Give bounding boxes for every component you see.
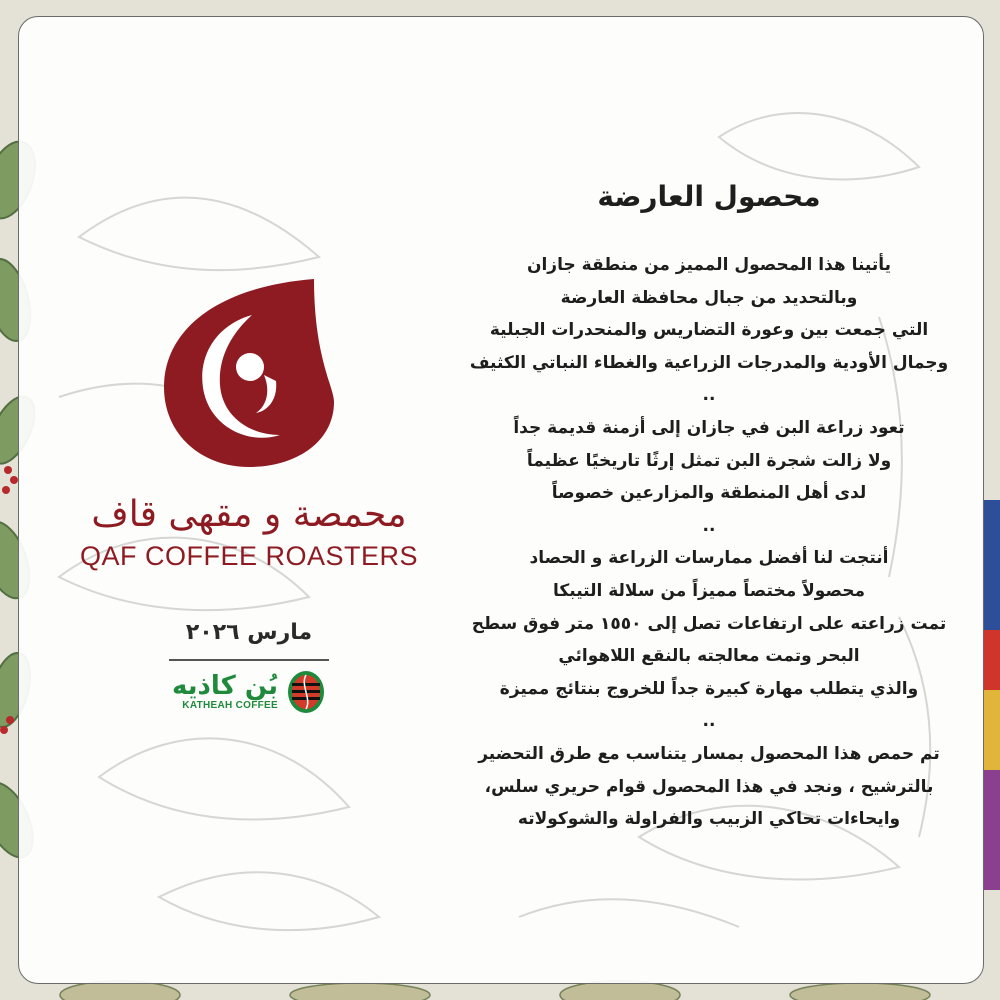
article-line: تمت زراعته على ارتفاعات تصل إلى ١٥٥٠ متر فوق سطح xyxy=(471,613,947,634)
partner-name-arabic: بُن كاذيه xyxy=(172,671,278,701)
article-line: البحر وتمت معالجته بالنقع اللاهوائي xyxy=(558,646,860,667)
article xyxy=(449,177,969,836)
article-line: التي جمعت بين وعورة التضاريس والمنحدرات الجبلية xyxy=(489,320,929,341)
partner-name-english: KATHEAH COFFEE xyxy=(182,700,278,711)
article-line: وبالتحديد من جبال محافظة العارضة xyxy=(560,287,858,308)
article-line: أنتجت لنا أفضل ممارسات الزراعة و الحصاد xyxy=(529,548,889,569)
article-title: محصول العارضة xyxy=(597,180,821,213)
article-body xyxy=(449,249,969,836)
article-line: تم حمص هذا المحصول بمسار يتناسب مع طرق التحضير xyxy=(478,743,940,764)
qaf-drop-logo-icon xyxy=(164,277,334,467)
article-line: والذي يتطلب مهارة كبيرة جداً للخروج بنتائج مميزة xyxy=(499,678,919,699)
partner-name xyxy=(172,672,278,711)
article-line: ولا زالت شجرة البن تمثل إرثًا تاريخيًا عظيماً xyxy=(526,450,892,471)
article-separator: .. xyxy=(702,711,716,732)
article-line: يأتينا هذا المحصول المميز من منطقة جازان xyxy=(526,255,892,275)
article-line: تعود زراعة البن في جازان إلى أزمنة قديمة جداً xyxy=(513,417,905,438)
brand-name-arabic: محمصة و مقهى قاف xyxy=(91,494,407,535)
brand-name-english: QAF COFFEE ROASTERS xyxy=(79,541,419,571)
brand-block xyxy=(79,277,419,715)
article-line: وايحاءات تحاكي الزبيب والفراولة والشوكولاته xyxy=(517,809,901,830)
content-card xyxy=(18,16,984,984)
divider xyxy=(169,659,329,661)
article-line: وجمال الأودية والمدرجات الزراعية والغطاء النباتي الكثيف xyxy=(469,352,949,373)
partner-logo xyxy=(79,669,419,715)
article-line: بالترشيح ، ونجد في هذا المحصول قوام حريري سلس، xyxy=(484,776,934,797)
coffee-bean-icon xyxy=(286,669,326,715)
article-separator: .. xyxy=(702,385,716,406)
article-line: محصولاً مختصاً مميزاً من سلالة التيبكا xyxy=(553,580,865,601)
article-line: لدى أهل المنطقة والمزارعين خصوصاً xyxy=(551,483,867,504)
date-label: مارس ٢٠٢٦ xyxy=(185,620,313,645)
article-separator: .. xyxy=(702,515,716,536)
